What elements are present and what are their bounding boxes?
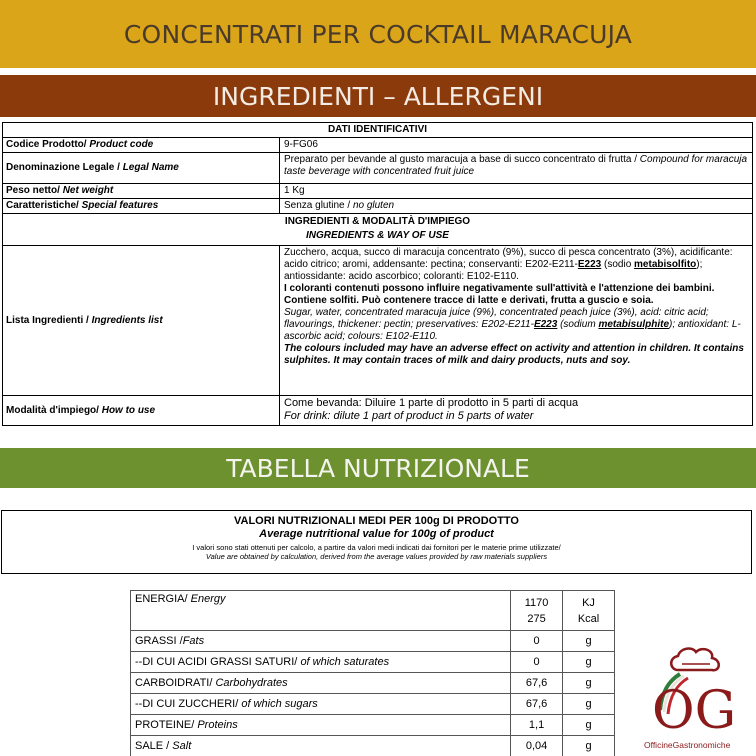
ingredients-it: Zucchero, acqua, succo di maracuja concentrato (9%), succo di pesca concentrato (3%), acidificante: acido citrico; aromi, addensante: pectina; conservanti: E202-E211-E223 (sodio metabisolfito); antiossidante: acido ascorbico; coloranti: E102-E110. xyxy=(284,247,733,282)
page-title: CONCENTRATI PER COCKTAIL MARACUJA xyxy=(0,0,756,68)
nutrient-unit: g xyxy=(563,694,615,715)
table-row xyxy=(131,694,615,715)
product-code-label: Codice Prodotto/ Product code xyxy=(3,138,280,153)
nutrition-title: VALORI NUTRIZIONALI MEDI PER 100g DI PRODOTTO xyxy=(233,515,519,527)
product-code-value: 9-FG06 xyxy=(280,138,753,153)
nutrient-name: GRASSI /Fats xyxy=(131,631,511,652)
nutrient-value: 0 xyxy=(511,652,563,673)
table-row xyxy=(131,652,615,673)
nutrient-name: PROTEINE/ Proteins xyxy=(131,715,511,736)
table-row xyxy=(131,715,615,736)
nutrition-header-box xyxy=(1,510,752,574)
legal-name-label: Denominazione Legale / Legal Name xyxy=(3,153,280,184)
net-weight-value: 1 Kg xyxy=(280,184,753,199)
ingredients-warning-it: I coloranti contenuti possono influire negativamente sull'attività e l'attenzione dei bambini. Contiene solfiti. Può contenere tracce di latte e derivati, frutta a guscio e soia. xyxy=(284,283,715,306)
officine-gastronomiche-logo xyxy=(640,640,750,752)
nutrient-value: 67,6 xyxy=(511,673,563,694)
nutrient-unit: g xyxy=(563,736,615,756)
logo-monogram: OG xyxy=(652,681,737,741)
chef-hat-icon xyxy=(671,649,719,671)
nutrient-name: ENERGIA/ Energy xyxy=(131,591,511,631)
nutrient-unit: g xyxy=(563,631,615,652)
how-to-use-value: Come bevanda: Diluire 1 parte di prodotto in 5 parti di acqua For drink: dilute 1 part of product in 5 parts of water xyxy=(280,396,753,426)
ingredients-warning-en: The colours included may have an adverse effect on activity and attention in children. It contains sulphites. It may contain traces of milk and dairy products, nuts and soy. xyxy=(284,343,744,366)
ingredients-list-label: Lista Ingredienti / Ingredients list xyxy=(3,246,280,396)
table-row xyxy=(131,631,615,652)
nutrient-name: CARBOIDRATI/ Carbohydrates xyxy=(131,673,511,694)
legal-name-value: Preparato per bevande al gusto maracuja a base di succo concentrato di frutta / Compound for maracuja taste beverage with concentrated fruit juice xyxy=(280,153,753,184)
nutrient-value: 1170 275 xyxy=(511,591,563,631)
nutrient-unit: g xyxy=(563,673,615,694)
table-row xyxy=(131,673,615,694)
net-weight-label: Peso netto/ Net weight xyxy=(3,184,280,199)
features-value: Senza glutine / no gluten xyxy=(280,199,753,214)
nutrient-unit: g xyxy=(563,652,615,673)
nutrition-section-title: TABELLA NUTRIZIONALE xyxy=(0,448,756,488)
ingredients-section-title: INGREDIENTI – ALLERGENI xyxy=(0,75,756,117)
ingredients-header: INGREDIENTI & MODALITÀ D'IMPIEGO INGREDIENTS & WAY OF USE xyxy=(3,214,753,246)
nutrient-name: SALE / Salt xyxy=(131,736,511,756)
how-to-use-label: Modalità d'impiego/ How to use xyxy=(3,396,280,426)
nutrition-title-en: Average nutritional value for 100g of product xyxy=(259,528,494,540)
table-row xyxy=(131,736,615,756)
ingredients-table xyxy=(2,122,753,426)
nutrient-unit: KJ Kcal xyxy=(563,591,615,631)
nutrition-note: I valori sono stati ottenuti per calcolo, a partire da valori medi indicati dai fornitori per le materie prime utilizzate/ xyxy=(192,543,561,552)
nutrient-value: 1,1 xyxy=(511,715,563,736)
nutrient-value: 0 xyxy=(511,631,563,652)
identification-header: DATI IDENTIFICATIVI xyxy=(3,123,753,138)
nutrient-unit: g xyxy=(563,715,615,736)
nutrient-value: 0,04 xyxy=(511,736,563,756)
features-label: Caratteristiche/ Special features xyxy=(3,199,280,214)
table-row xyxy=(131,591,615,631)
ingredients-list-value xyxy=(280,246,753,396)
nutrition-note-en: Value are obtained by calculation, derived from the average values provided by raw materials suppliers xyxy=(205,552,548,561)
nutrient-name: --DI CUI ACIDI GRASSI SATURI/ of which saturates xyxy=(131,652,511,673)
nutrition-table xyxy=(130,590,615,756)
nutrient-value: 67,6 xyxy=(511,694,563,715)
ingredients-en: Sugar, water, concentrated maracuja juice (9%), concentrated peach juice (3%), acid: citric acid; flavourings, thickener: pectin; preservatives: E202-E211-E223 (sodium metabisulphite); antioxidant: L-ascorbic acid; colours: E102-E110. xyxy=(284,307,741,342)
logo-brand-text: OfficineGastronomiche xyxy=(644,740,731,750)
nutrient-name: --DI CUI ZUCCHERI/ of which sugars xyxy=(131,694,511,715)
